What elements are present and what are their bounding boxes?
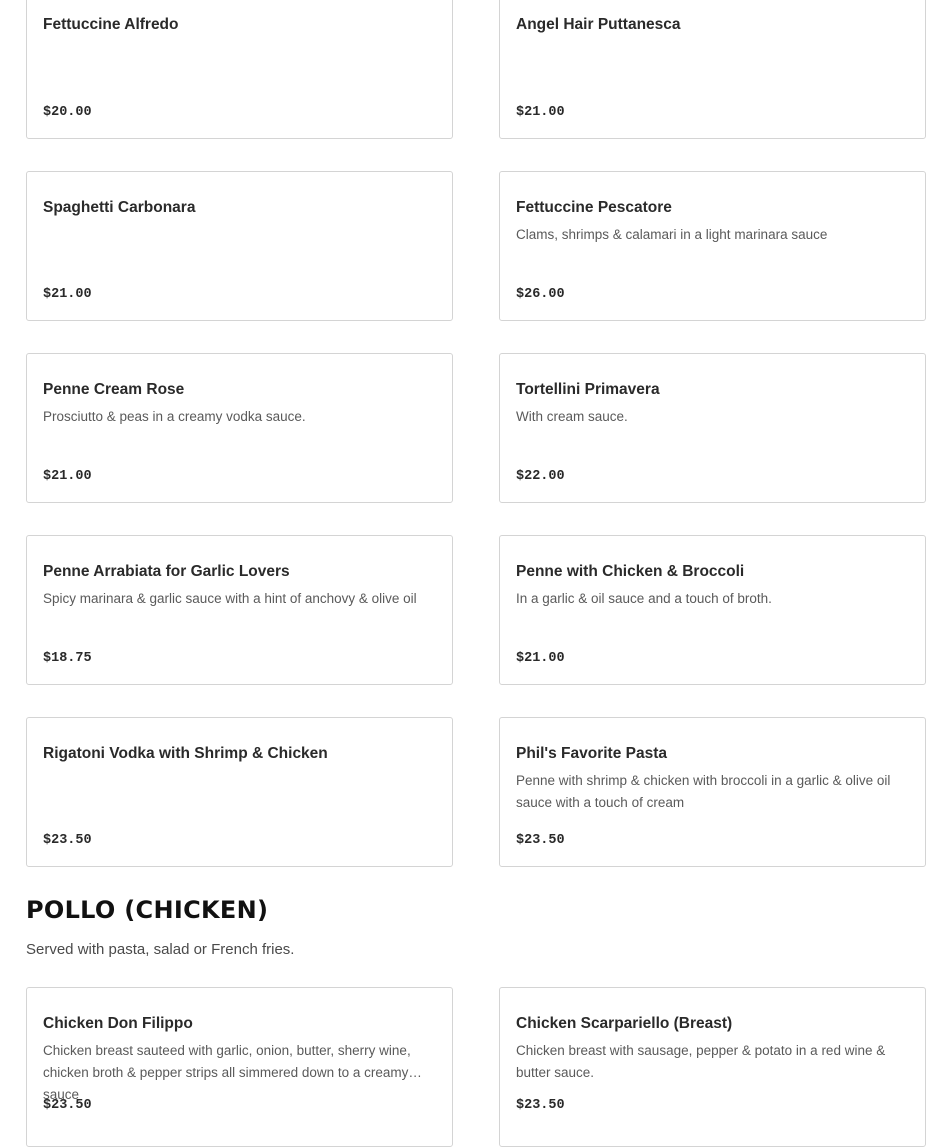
item-name: Angel Hair Puttanesca <box>516 16 681 33</box>
item-description: With cream sauce. <box>516 409 628 424</box>
item-name: Chicken Scarpariello (Breast) <box>516 1015 733 1032</box>
item-name: Penne Cream Rose <box>43 381 185 398</box>
item-price: $23.50 <box>516 833 565 848</box>
item-price: $18.75 <box>43 651 92 666</box>
item-price: $21.00 <box>516 105 565 120</box>
item-description: Spicy marinara & garlic sauce with a hint of anchovy & olive oil <box>43 591 417 606</box>
item-name: Penne Arrabiata for Garlic Lovers <box>43 563 290 580</box>
section-title: POLLO (CHICKEN) <box>26 896 269 924</box>
item-name: Penne with Chicken & Broccoli <box>516 563 745 580</box>
menu-item-card[interactable] <box>26 353 453 503</box>
item-name: Rigatoni Vodka with Shrimp & Chicken <box>43 745 328 762</box>
item-name: Phil's Favorite Pasta <box>516 745 667 762</box>
menu-item-card[interactable] <box>499 353 926 503</box>
menu-item-card[interactable] <box>26 987 453 1147</box>
item-name: Chicken Don Filippo <box>43 1015 193 1032</box>
item-description: Chicken breast with sausage, pepper & potato in a red wine & butter sauce. <box>516 1043 886 1080</box>
menu-item-card[interactable] <box>26 717 453 867</box>
item-price: $23.50 <box>43 833 92 848</box>
item-price: $23.50 <box>43 1098 92 1113</box>
item-price: $21.00 <box>43 287 92 302</box>
item-description: Chicken breast sauteed with garlic, onion, butter, sherry wine, chicken broth & pepper strips all simmered down to a creamy sauce <box>43 1043 411 1102</box>
section-subtitle: Served with pasta, salad or French fries. <box>26 941 295 958</box>
item-price: $21.00 <box>516 651 565 666</box>
menu-item-card[interactable] <box>499 535 926 685</box>
item-description: Penne with shrimp & chicken with broccoli in a garlic & olive oil sauce with a touch of cream <box>516 773 891 810</box>
item-name: Fettuccine Pescatore <box>516 199 672 216</box>
menu-item-card[interactable] <box>26 535 453 685</box>
item-name: Tortellini Primavera <box>516 381 660 398</box>
menu-item-card[interactable] <box>26 0 453 139</box>
item-price: $20.00 <box>43 105 92 120</box>
menu-item-card[interactable] <box>499 0 926 139</box>
item-price: $22.00 <box>516 469 565 484</box>
menu-item-card[interactable] <box>499 987 926 1147</box>
item-name: Fettuccine Alfredo <box>43 16 179 33</box>
item-description: Clams, shrimps & calamari in a light marinara sauce <box>516 227 828 242</box>
item-price: $23.50 <box>516 1098 565 1113</box>
menu-item-card[interactable] <box>26 171 453 321</box>
item-description: In a garlic & oil sauce and a touch of broth. <box>516 591 772 606</box>
item-description: Prosciutto & peas in a creamy vodka sauce. <box>43 409 306 424</box>
item-price: $26.00 <box>516 287 565 302</box>
menu-item-card[interactable] <box>499 717 926 867</box>
menu-item-card[interactable] <box>499 171 926 321</box>
item-price: $21.00 <box>43 469 92 484</box>
item-name: Spaghetti Carbonara <box>43 199 196 216</box>
